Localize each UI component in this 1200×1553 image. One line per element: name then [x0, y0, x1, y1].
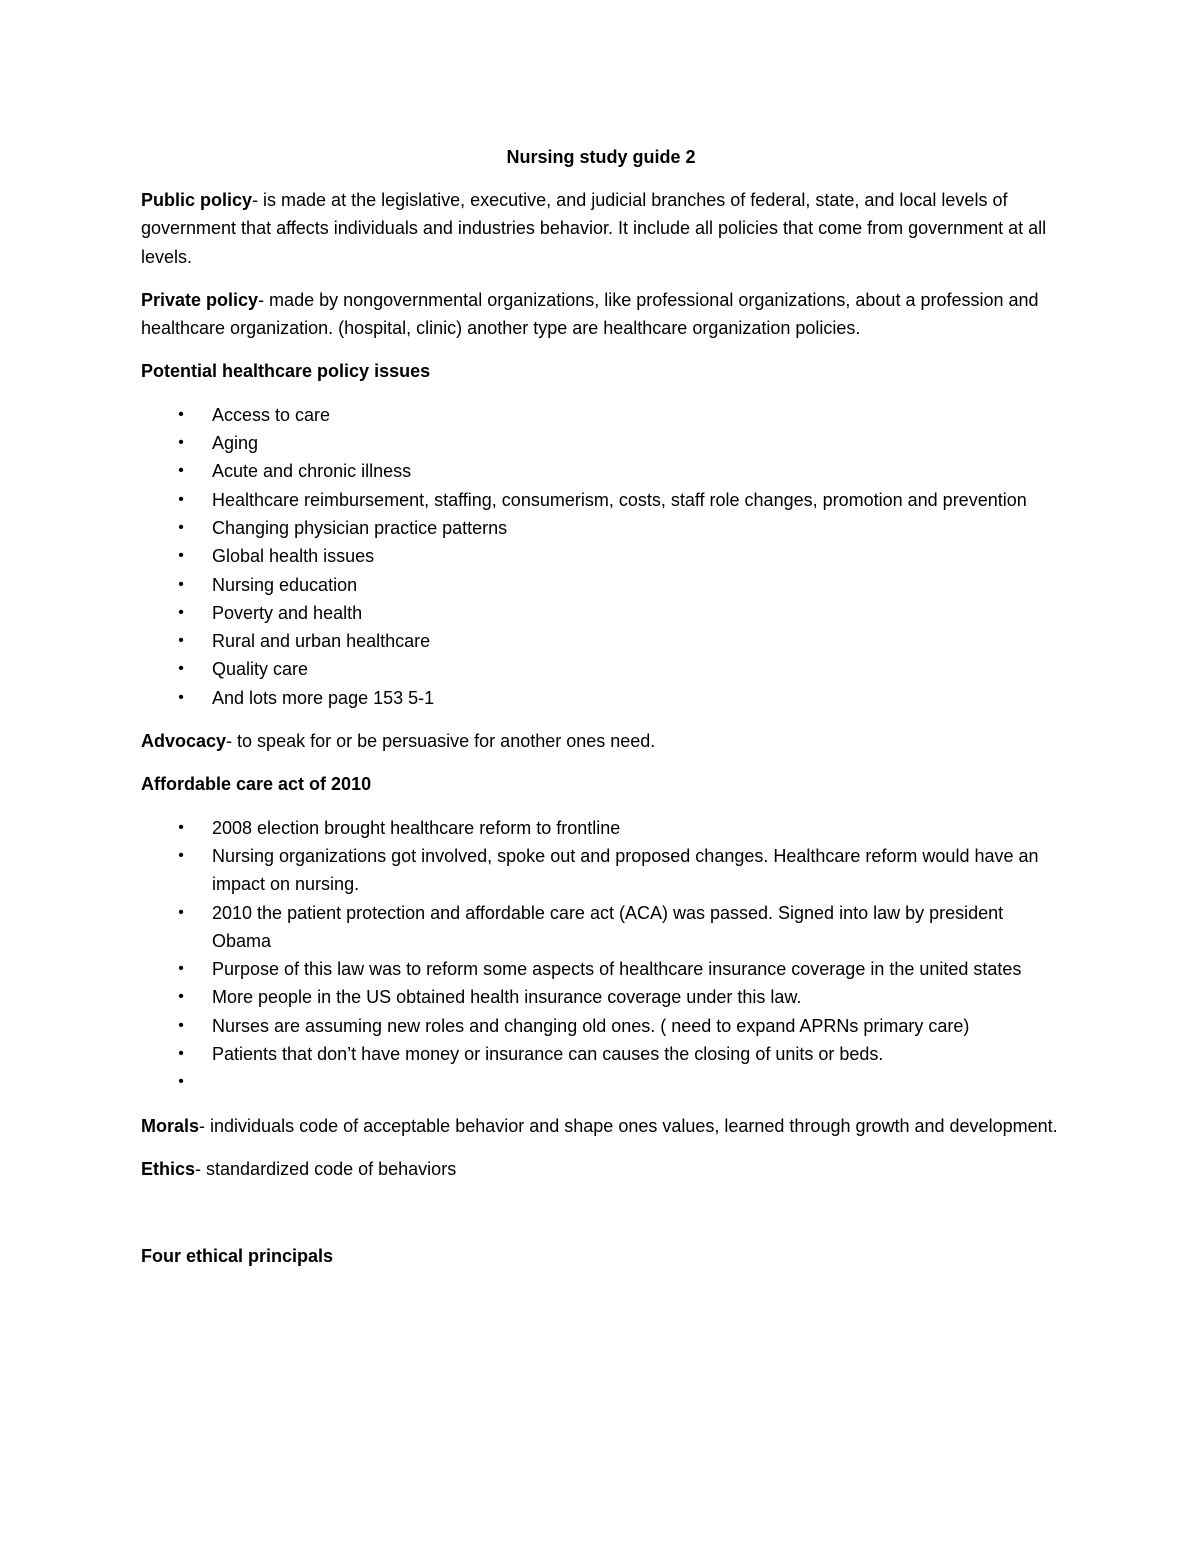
bullet-icon: •	[178, 1016, 184, 1034]
ethical-principals-heading: Four ethical principals	[141, 1246, 334, 1267]
bullet-icon: •	[178, 547, 184, 565]
list-item: • Aging	[141, 429, 1061, 457]
bullet-icon: •	[178, 688, 184, 706]
private-policy-paragraph	[141, 286, 1061, 343]
aca-heading: Affordable care act of 2010	[141, 774, 372, 795]
bullet-icon: •	[178, 603, 184, 621]
list-item	[141, 1068, 1061, 1096]
bullet-icon: •	[178, 903, 184, 921]
blank-line	[141, 1198, 1061, 1242]
bullet-icon: •	[178, 575, 184, 593]
list-item: • Purpose of this law was to reform some aspects of healthcare insurance coverage in the united states	[141, 955, 1061, 983]
bullet-icon: •	[178, 462, 184, 480]
policy-issues-heading: Potential healthcare policy issues	[141, 361, 431, 382]
bullet-icon: •	[178, 988, 184, 1006]
advocacy-term: Advocacy	[141, 731, 227, 752]
list-item: • Access to care	[141, 401, 1061, 429]
bullet-icon: •	[178, 846, 184, 864]
list-item: • Acute and chronic illness	[141, 457, 1061, 485]
list-item: • Changing physician practice patterns	[141, 514, 1061, 542]
bullet-icon: •	[178, 1073, 184, 1091]
morals-paragraph	[141, 1112, 1061, 1140]
public-policy-paragraph	[141, 186, 1061, 271]
bullet-icon: •	[178, 434, 184, 452]
bullet-icon: •	[178, 632, 184, 650]
list-item: • And lots more page 153 5-1	[141, 684, 1061, 712]
morals-definition: - individuals code of acceptable behavior and shape ones values, learned through growth and development.	[199, 1115, 1058, 1136]
ethics-paragraph	[141, 1155, 1061, 1183]
list-item: • Healthcare reimbursement, staffing, consumerism, costs, staff role changes, promotion and prevention	[141, 486, 1061, 514]
list-item: • Nursing education	[141, 571, 1061, 599]
aca-list	[141, 814, 1061, 1097]
list-item: • Global health issues	[141, 542, 1061, 570]
bullet-icon: •	[178, 960, 184, 978]
document-body	[141, 143, 1061, 1286]
bullet-icon: •	[178, 818, 184, 836]
bullet-icon: •	[178, 490, 184, 508]
bullet-icon: •	[178, 518, 184, 536]
bullet-icon: •	[178, 405, 184, 423]
bullet-icon: •	[178, 660, 184, 678]
policy-issues-list	[141, 401, 1061, 712]
public-policy-term: Public policy	[141, 190, 253, 210]
list-item: • Poverty and health	[141, 599, 1061, 627]
bullet-icon: •	[178, 1045, 184, 1063]
list-item: • Nursing organizations got involved, spoke out and proposed changes. Healthcare reform would have an impact on nursing.	[141, 842, 1061, 899]
list-item: • 2010 the patient protection and affordable care act (ACA) was passed. Signed into law by president Obama	[141, 899, 1061, 956]
ethics-definition: - standardized code of behaviors	[195, 1158, 457, 1179]
list-item: • 2008 election brought healthcare reform to frontline	[141, 814, 1061, 842]
page-title: Nursing study guide 2	[506, 147, 696, 167]
advocacy-definition: - to speak for or be persuasive for another ones need.	[226, 731, 656, 752]
list-item: • More people in the US obtained health insurance coverage under this law.	[141, 983, 1061, 1011]
morals-term: Morals	[141, 1115, 200, 1136]
list-item: • Rural and urban healthcare	[141, 627, 1061, 655]
private-policy-definition: - made by nongovernmental organizations, like professional organizations, about a profession and healthcare organization. (hospital, clinic) another type are healthcare organization policies.	[141, 289, 1039, 339]
list-item: • Quality care	[141, 655, 1061, 683]
list-item: • Patients that don’t have money or insurance can causes the closing of units or beds.	[141, 1040, 1061, 1068]
public-policy-definition: - is made at the legislative, executive, and judicial branches of federal, state, and local levels of government that affects individuals and industries behavior. It include all policies that come from government at all levels.	[141, 190, 1047, 267]
ethics-term: Ethics	[141, 1158, 196, 1179]
list-item: • Nurses are assuming new roles and changing old ones. ( need to expand APRNs primary care)	[141, 1012, 1061, 1040]
advocacy-paragraph	[141, 727, 1061, 755]
private-policy-term: Private policy	[141, 289, 259, 310]
